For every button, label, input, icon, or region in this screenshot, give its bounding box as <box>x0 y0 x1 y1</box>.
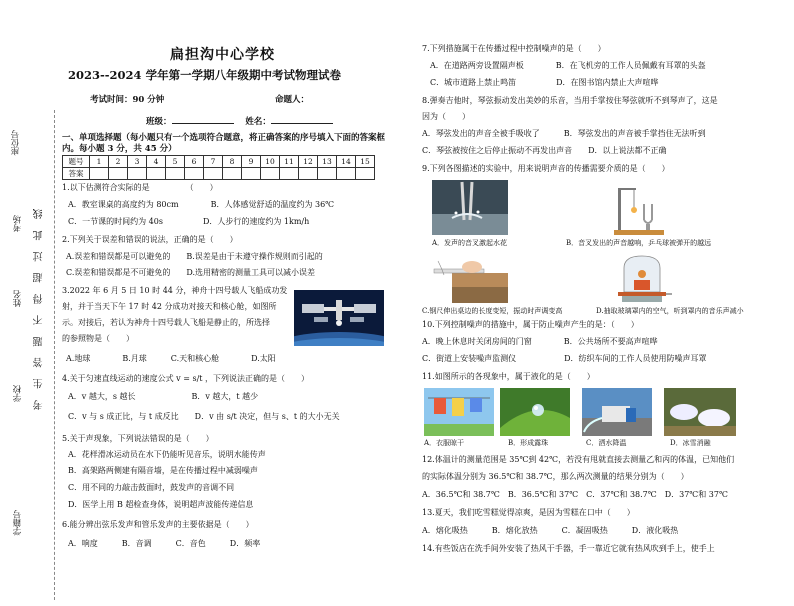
q4-stem: 4.关于匀速直线运动的速度公式 v = s/t ，下列说法正确的是（ ） <box>62 374 310 383</box>
q4-option-line: A．v 越大，s 越长 B．v 越大，t 越少 <box>68 392 259 401</box>
section1-heading: 一、单项选择题（每小题只有一个选项符合题意，将正确答案的序号填入下面的答案框内。每小题 3 分，共 45 分） <box>62 133 386 154</box>
answer-cell[interactable] <box>147 168 166 180</box>
margin-student-id-label: 学籍号 <box>13 510 23 536</box>
answer-cell[interactable] <box>318 168 337 180</box>
q9-caption-a: A．发声的音叉激起水花 <box>432 239 508 247</box>
q11-caption-c: C．洒水降温 <box>586 439 627 447</box>
qnum: 1 <box>90 156 109 168</box>
q1-option-line: C．一节课的时间约为 40s D．人步行的速度约为 1km/h <box>68 217 310 226</box>
margin-seat-label: 座位号 <box>11 130 21 156</box>
q3-stem: 3.2022 年 6 月 5 日 10 时 44 分，神舟十四号载人飞船成功发 <box>62 286 288 295</box>
q11-image-d-snow-melting <box>664 388 736 436</box>
q11-image-c-water-truck <box>582 388 652 436</box>
binding-dashed-line <box>54 110 55 600</box>
qnum: 8 <box>223 156 242 168</box>
q13-option-line: A．熔化吸热 B．熔化放热 C．凝固吸热 D．液化吸热 <box>422 526 679 535</box>
q11-image-b-dew <box>500 388 570 436</box>
q11-caption-d: D．冰雪消融 <box>670 439 711 447</box>
qnum: 13 <box>318 156 337 168</box>
q7-stem: 7.下列措施属于在传播过程中控制噪声的是（ ） <box>422 44 606 53</box>
q9-caption-b: B．音叉发出的声音越响，乒乓球被弹开的越远 <box>566 239 712 247</box>
q11-caption-b: B．形成露珠 <box>508 439 549 447</box>
answer-cell[interactable] <box>223 168 242 180</box>
q4-option-line: C．v 与 s 成正比，与 t 成反比 D．v 由 s/t 决定，但与 s、t 的大小无关 <box>68 412 340 421</box>
answer-cell[interactable] <box>337 168 356 180</box>
answer-cell[interactable] <box>185 168 204 180</box>
q1-option-line: A．教室课桌的高度约为 80cm B．人体感觉舒适的温度约为 36℃ <box>68 200 335 209</box>
q9-image-b-tuning-fork-ball <box>604 182 674 237</box>
qnum: 11 <box>280 156 299 168</box>
answer-cell[interactable] <box>109 168 128 180</box>
q5-option-line: A．花样滑冰运动员在水下仍能听见音乐，说明水能传声 <box>68 450 266 459</box>
qnum: 10 <box>261 156 280 168</box>
q9-image-c-ruler <box>432 255 508 305</box>
binding-margin <box>0 100 60 606</box>
q8-stem: 8.弹奏吉他时，琴弦振动发出美妙的乐音，当用手掌按住琴弦就听不到琴声了，这是 <box>422 96 718 105</box>
answer-row-label: 答案 <box>63 168 90 180</box>
q8-line: 因为（ ） <box>422 112 470 121</box>
q5-option-line: B．高架路两侧建有隔音墙，是在传播过程中减弱噪声 <box>68 466 258 475</box>
answer-cell[interactable] <box>242 168 261 180</box>
q12-option-line: A．36.5℃和 38.7℃ B．36.5℃和 37℃ C．37℃和 38.7℃ D．37℃和 37℃ <box>422 490 728 499</box>
q5-stem: 5.关于声现象，下列说法错误的是（ ） <box>62 434 214 443</box>
q6-option-line: A．响度 B．音调 C．音色 D．频率 <box>68 539 261 548</box>
q2-option-line: A.误差和错误都是可以避免的 B.误差是由于未遵守操作规则而引起的 <box>66 252 323 261</box>
class-name-line <box>146 115 333 127</box>
q1-stem: 1.以下估测符合实际的是 （ ） <box>62 183 218 192</box>
q3-option-line: A.地球 B.月球 C.天和核心舱 D.太阳 <box>66 354 276 363</box>
q9-image-d-bell-jar <box>612 252 672 304</box>
q3-line: 示。对接后，若认为神舟十四号载人飞船是静止的，所选择 <box>62 318 270 327</box>
q6-stem: 6.能分辨出弦乐发声和管乐发声的主要依据是（ ） <box>62 520 254 529</box>
q3-line: 射，并于当天下午 17 时 42 分成功对接天和核心舱，如图所 <box>62 302 277 311</box>
q2-option-line: C.误差和错误都是不可避免的 D.选用精密的测量工具可以减小误差 <box>66 268 316 277</box>
name-label: 姓名： <box>245 117 271 127</box>
answer-cell[interactable] <box>166 168 185 180</box>
q2-stem: 2.下列关于误差和错误的说法，正确的是（ ） <box>62 235 238 244</box>
answer-cell[interactable] <box>356 168 375 180</box>
q7-option-line: C．城市道路上禁止鸣笛 D．在图书馆内禁止大声喧哗 <box>430 78 659 87</box>
answer-table-answer-row <box>63 168 375 180</box>
class-blank[interactable] <box>172 115 234 124</box>
class-label: 班级： <box>146 117 172 127</box>
q8-option-line: A．琴弦发出的声音全被手吸收了 B．琴弦发出的声音被手掌挡住无法听到 <box>422 129 706 138</box>
q3-line: 的参照物是（ ） <box>62 334 134 343</box>
q9-caption-c: C.钢尺伸出桌边的长度变短，振动时声调变高 <box>422 307 563 315</box>
qnum: 9 <box>242 156 261 168</box>
q11-image-a-clothes-drying <box>424 388 494 436</box>
q8-option-line: C．琴弦被按住之后停止振动不再发出声音 D．以上说法都不正确 <box>422 146 667 155</box>
margin-name-label: 姓名 <box>13 290 23 307</box>
qnum: 4 <box>147 156 166 168</box>
margin-warning: 考 生 答 题 不 得 超 过 此 线 <box>34 205 45 410</box>
answer-cell[interactable] <box>90 168 109 180</box>
exam-title: 2023--2024 学年第一学期八年级期中考试物理试卷 <box>68 68 342 82</box>
q9-caption-d: D.抽取玻璃罩内的空气，听到罩内的音乐声减小 <box>596 307 744 315</box>
qnum: 2 <box>109 156 128 168</box>
q5-option-line: D．医学上用 B 超检查身体，说明超声波能传递信息 <box>68 500 254 509</box>
exam-time: 考试时间：90 分钟 <box>90 95 165 105</box>
school-name: 扁担沟中心学校 <box>170 47 275 63</box>
qnum: 7 <box>204 156 223 168</box>
space-station-image <box>294 290 384 346</box>
q11-caption-a: A．衣服晾干 <box>424 439 465 447</box>
answer-table-number-row <box>63 156 375 168</box>
answer-cell[interactable] <box>299 168 318 180</box>
qnum: 14 <box>337 156 356 168</box>
qnum: 5 <box>166 156 185 168</box>
q13-stem: 13.夏天，我们吃雪糕觉得凉爽，是因为雪糕在口中（ ） <box>422 508 635 517</box>
q10-option-line: A．晚上休息时关闭房间的门窗 B．公共场所不要高声喧哗 <box>422 337 658 346</box>
answer-cell[interactable] <box>128 168 147 180</box>
q9-stem: 9.下列各图描述的实验中，用来说明声音的传播需要介质的是（ ） <box>422 164 670 173</box>
q10-option-line: C．街道上安装噪声监测仪 D．纺织车间的工作人员使用防噪声耳罩 <box>422 354 707 363</box>
name-blank[interactable] <box>271 115 333 124</box>
qnum: 6 <box>185 156 204 168</box>
q11-stem: 11.如图所示的各现象中，属于液化的是（ ） <box>422 372 595 381</box>
q12-stem: 12.体温计的测量范围是 35℃到 42℃，若没有甩就直接去测量乙和丙的体温，已知他们 <box>422 455 735 464</box>
q12-line: 的实际体温分别为 36.5℃和 38.7℃，那么两次测量的结果分别为（ ） <box>422 472 689 481</box>
qnum: 12 <box>299 156 318 168</box>
answer-cell[interactable] <box>204 168 223 180</box>
answer-cell[interactable] <box>261 168 280 180</box>
qnum: 3 <box>128 156 147 168</box>
q14-stem: 14.有些饭店在洗手间外安装了热风干手器，手一靠近它就有热风吹到手上，使手上 <box>422 544 715 553</box>
q10-stem: 10.下列控制噪声的措施中，属于防止噪声产生的是：（ ） <box>422 320 639 329</box>
q7-option-line: A．在道路两旁设置隔声板 B．在飞机旁的工作人员佩戴有耳罩的头盔 <box>430 61 706 70</box>
margin-room-label: 考场 <box>13 215 23 232</box>
q5-option-line: C．用不同的力敲击鼓面时，鼓发声的音调不同 <box>68 483 235 492</box>
answer-cell[interactable] <box>280 168 299 180</box>
number-row-label: 题号 <box>63 156 90 168</box>
q9-image-a-tuning-fork-water <box>432 180 508 235</box>
answer-table <box>62 155 375 180</box>
exam-setter: 命题人： <box>275 95 310 105</box>
margin-school-label: 学校 <box>13 385 23 402</box>
qnum: 15 <box>356 156 375 168</box>
